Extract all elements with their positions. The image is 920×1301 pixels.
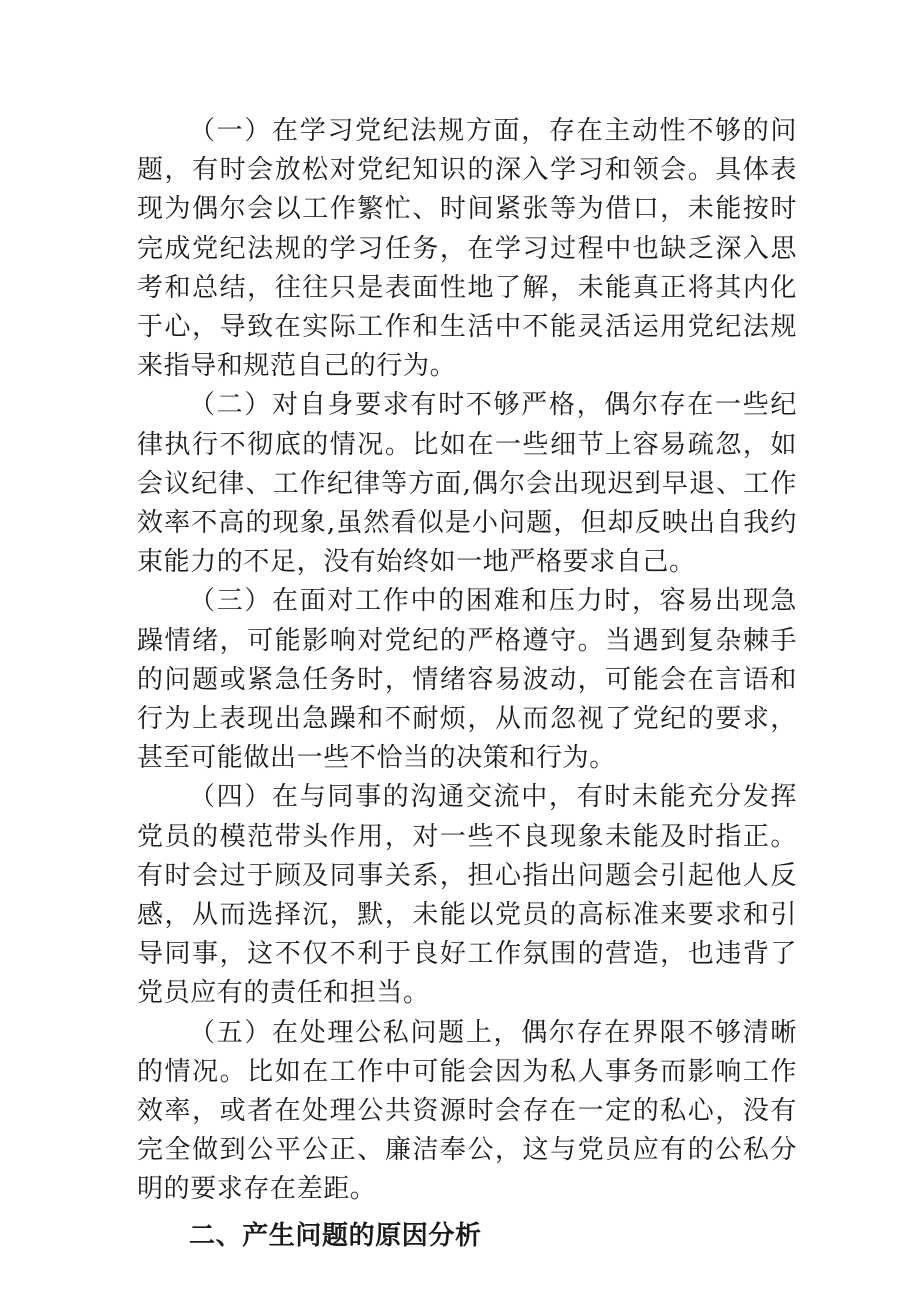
document-page — [137, 112, 797, 1258]
paragraph-1: （一）在学习党纪法规方面，存在主动性不够的问题，有时会放松对党纪知识的深入学习和领会。具体表现为偶尔会以工作繁忙、时间紧张等为借口，未能按时完成党纪法规的学习任务，在学习过程中也缺乏深入思考和总结，往往只是表面性地了解，未能真正将其内化于心，导致在实际工作和生活中不能灵活运用党纪法规来指导和规范自己的行为。 — [137, 116, 797, 382]
paragraph-5: （五）在处理公私问题上，偶尔存在界限不够清晰的情况。比如在工作中可能会因为私人事务而影响工作效率，或者在处理公共资源时会存在一定的私心，没有完全做到公平公正、廉洁奉公，这与党员应有的公私分明的要求存在差距。 — [137, 1017, 797, 1205]
paragraph-3: （三）在面对工作中的困难和压力时，容易出现急躁情绪，可能影响对党纪的严格遵守。当遇到复杂棘手的问题或紧急任务时，情绪容易波动，可能会在言语和行为上表现出急躁和不耐烦，从而忽视了党纪的要求，甚至可能做出一些不恰当的决策和行为。 — [137, 586, 797, 774]
section-heading: 二、产生问题的原因分析 — [189, 1220, 482, 1251]
paragraph-2: （二）对自身要求有时不够严格，偶尔存在一些纪律执行不彻底的情况。比如在一些细节上容易疏忽，如会议纪律、工作纪律等方面,偶尔会出现迟到早退、工作效率不高的现象,虽然看似是小问题，但却反映出自我约束能力的不足，没有始终如一地严格要求自己。 — [137, 390, 797, 578]
paragraph-4: （四）在与同事的沟通交流中，有时未能充分发挥党员的模范带头作用，对一些不良现象未能及时指正。有时会过于顾及同事关系，担心指出问题会引起他人反感，从而选择沉，默，未能以党员的高标准来要求和引导同事，这不仅不利于良好工作氛围的营造，也违背了党员应有的责任和担当。 — [137, 782, 797, 1009]
